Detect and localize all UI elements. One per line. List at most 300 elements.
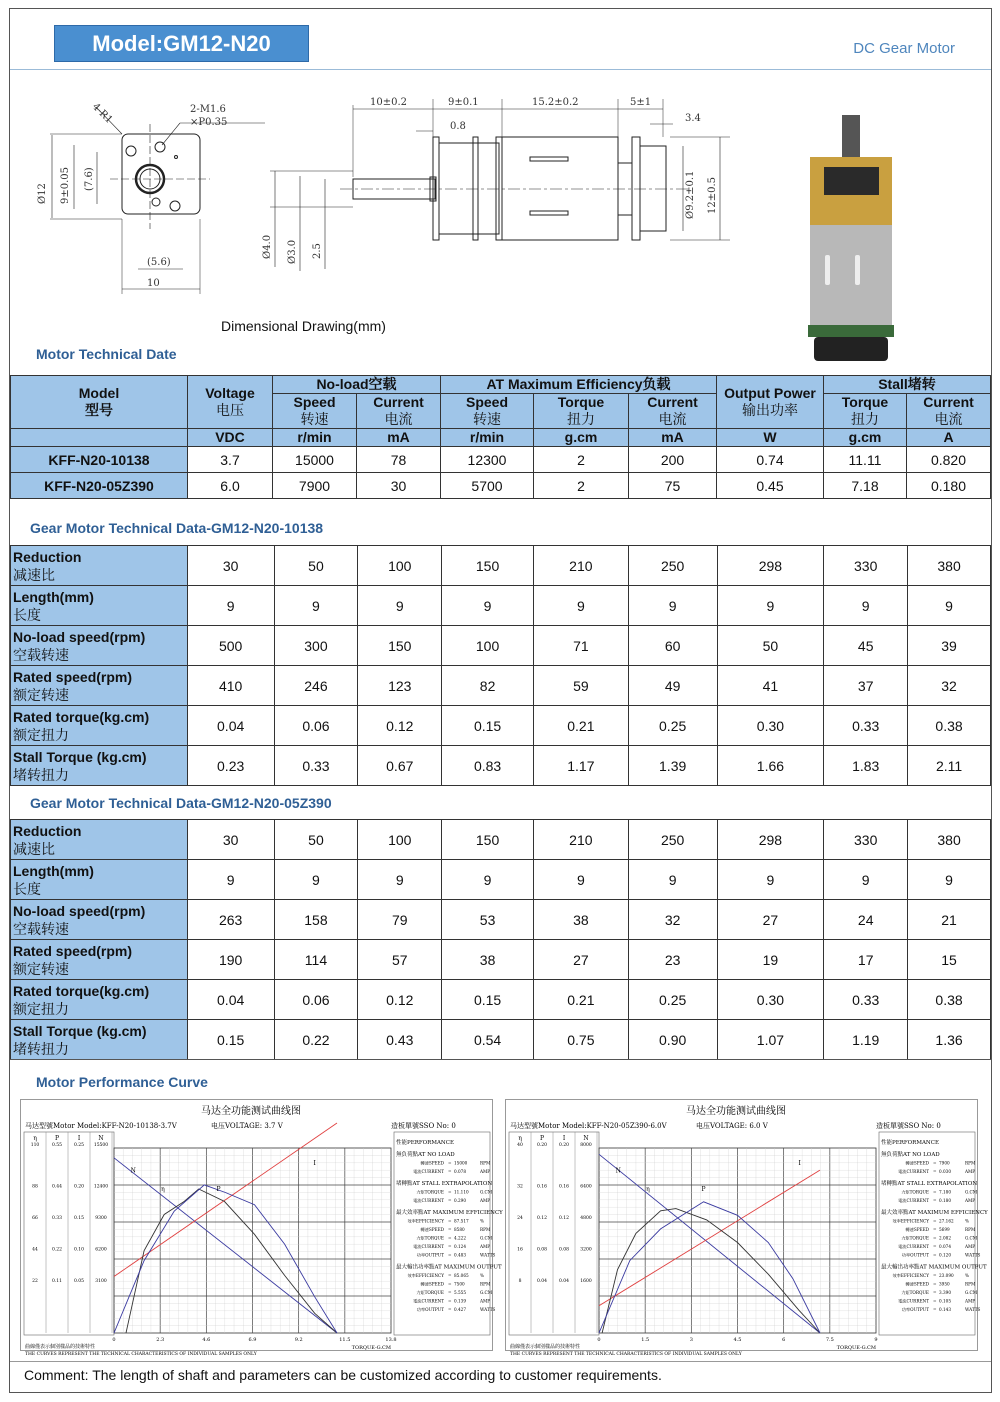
label-cn: 额定转速: [13, 960, 69, 977]
gear-row-label: [11, 666, 188, 706]
panel-row-value: 0.074: [939, 1244, 951, 1249]
panel-row-value: 87.517: [454, 1218, 469, 1224]
gear-row: [11, 860, 991, 900]
panel-row-label: 轉速SPEED: [905, 1160, 929, 1166]
header-stall: Stall堵转: [824, 376, 991, 394]
header-output-power: Output Power 输出功率: [717, 376, 824, 429]
x-tick-label: 4.6: [202, 1337, 211, 1343]
panel-row-label: 力矩TORQUE: [901, 1235, 929, 1241]
panel-eq: =: [448, 1244, 452, 1249]
panel-title: 性能PERFORMANCE: [396, 1140, 454, 1146]
curve-label: η: [646, 1186, 650, 1193]
gear-value: 330: [824, 820, 908, 860]
chart-sso-label: 造板單號SSO No: 0: [391, 1122, 456, 1130]
panel-eq: =: [448, 1189, 452, 1195]
panel-eq: =: [933, 1235, 937, 1241]
axis-tick-label: 0.55: [51, 1143, 63, 1148]
panel-row-label: 效率EFFICIENCY: [407, 1218, 444, 1224]
panel-eq: =: [448, 1281, 452, 1287]
panel-eq: =: [448, 1169, 452, 1174]
performance-chart-10138: [20, 1099, 503, 1357]
gear-value: 71: [533, 626, 628, 666]
label-cn: 堵转扭力: [13, 1040, 69, 1057]
gear-value: 158: [274, 900, 358, 940]
gear-value: 50: [274, 546, 358, 586]
gear-value: 57: [358, 940, 442, 980]
header-torque: Torque 扭力: [534, 394, 629, 429]
gear-value: 0.67: [358, 746, 442, 786]
spec-row: [11, 447, 991, 473]
panel-row-label: 力矩TORQUE: [416, 1189, 444, 1195]
axis-head: I: [562, 1135, 566, 1142]
gear-value: 9: [187, 586, 274, 626]
label-en: No-load speed(rpm): [13, 902, 146, 919]
comment-divider: [10, 1361, 991, 1362]
dim-pitch: ×P0.35: [190, 117, 228, 128]
x-tick-label: 6.9: [248, 1337, 257, 1343]
gear-value: 24: [824, 900, 908, 940]
gear-value: 298: [717, 820, 824, 860]
axis-tick-label: 0.20: [73, 1184, 85, 1190]
label-en: Reduction: [13, 548, 82, 565]
axis-tick-label: 32: [517, 1184, 523, 1190]
panel-section-title: 最大輸出功率點AT MAXIMUM OUTPUT: [396, 1264, 502, 1271]
panel-row-label: 功率OUTPUT: [901, 1252, 929, 1258]
panel-row-unit: RPM: [965, 1227, 976, 1232]
gear-value: 9: [358, 860, 442, 900]
chart-model-label: 马达型號Motor Model:KFF-N20-10138-3.7V: [25, 1122, 177, 1130]
unit-cell: r/min: [441, 429, 534, 447]
axis-tick-label: 3200: [580, 1247, 592, 1253]
label-cn: 额定扭力: [13, 726, 69, 743]
spec-value: 15000: [273, 447, 357, 473]
panel-row-label: 轉速SPEED: [420, 1160, 444, 1166]
spec-value: 30: [357, 473, 441, 499]
panel-row-unit: AMP: [480, 1169, 491, 1174]
gear-value: 0.21: [533, 706, 628, 746]
panel-row-value: 3.390: [939, 1290, 951, 1295]
curve-label: I: [798, 1160, 801, 1168]
axis-tick-label: 6200: [95, 1247, 107, 1253]
unit-cell: g.cm: [534, 429, 629, 447]
gear-value: 0.43: [358, 1020, 442, 1060]
panel-row-value: 0.180: [939, 1198, 951, 1203]
panel-row-label: 效率EFFICIENCY: [407, 1273, 444, 1278]
motor-photo: [800, 115, 910, 365]
gear-value: 9: [908, 860, 991, 900]
gear-value: 9: [358, 586, 442, 626]
x-tick-label: 1.5: [641, 1337, 650, 1343]
label-en: Rated speed(rpm): [13, 668, 133, 685]
gear-value: 30: [187, 820, 274, 860]
gear-value: 9: [442, 586, 534, 626]
gear-value: 79: [358, 900, 442, 940]
gear-value: 9: [628, 586, 717, 626]
panel-row-unit: G.CM: [480, 1290, 493, 1295]
spec-value: 0.820: [907, 447, 991, 473]
gear-value: 0.30: [717, 980, 824, 1020]
axis-tick-label: 0.11: [51, 1278, 63, 1284]
dim-motor-length: 15.2±0.2: [532, 97, 579, 108]
panel-row-label: 功率OUTPUT: [416, 1307, 444, 1312]
gear-value: 9: [717, 860, 824, 900]
gear-table-2-title: Gear Motor Technical Data-GM12-N20-05Z390: [30, 795, 332, 811]
panel-row-label: 轉速SPEED: [905, 1281, 929, 1287]
axis-tick-label: 0.22: [51, 1247, 63, 1253]
gear-value: 300: [274, 626, 358, 666]
panel-row-value: 7900: [939, 1160, 950, 1166]
gear-row: [11, 900, 991, 940]
gear-value: 21: [908, 900, 991, 940]
gear-value: 9: [187, 860, 274, 900]
gear-value: 250: [628, 546, 717, 586]
gear-value: 0.25: [628, 980, 717, 1020]
gear-row: [11, 1020, 991, 1060]
panel-eq: =: [933, 1227, 937, 1232]
gear-value: 410: [187, 666, 274, 706]
gear-value: 380: [908, 546, 991, 586]
gear-value: 0.06: [274, 706, 358, 746]
spec-value: 7.18: [824, 473, 907, 499]
dim-end-diameter: Ø9.2±0.1: [685, 170, 696, 219]
axis-tick-label: 0.15: [73, 1215, 85, 1221]
axis-head: P: [539, 1135, 545, 1142]
gear-value: 150: [358, 626, 442, 666]
gear-value: 123: [358, 666, 442, 706]
axis-tick-label: 0.25: [73, 1143, 85, 1148]
datasheet-page: [9, 8, 992, 1393]
axis-tick-label: 0.10: [73, 1247, 85, 1253]
label-en: Length(mm): [13, 588, 94, 605]
unit-cell: mA: [629, 429, 717, 447]
gear-value: 0.30: [717, 706, 824, 746]
chart-title: 马达全功能测试曲线图: [686, 1106, 786, 1117]
gear-value: 17: [824, 940, 908, 980]
curve-label: η: [161, 1186, 165, 1193]
gear-value: 0.90: [628, 1020, 717, 1060]
footer-en: THE CURVES REPRESENT THE TECHNICAL CHARACTERISTICS OF INDIVIDUAL SAMPLES ONLY: [25, 1352, 257, 1357]
gear-value: 82: [442, 666, 534, 706]
dim-thread: 2-M1.6: [190, 104, 226, 115]
panel-row-label: 電流CURRENT: [898, 1169, 929, 1174]
gear-value: 0.15: [442, 980, 534, 1020]
gear-value: 0.04: [187, 980, 274, 1020]
footer-cn: 曲線僅表示個別樣品的技術特性: [25, 1344, 96, 1350]
label-en: Rated torque(kg.cm): [13, 708, 150, 725]
panel-eq: =: [448, 1218, 452, 1224]
panel-eq: =: [448, 1227, 452, 1232]
gear-row: [11, 980, 991, 1020]
gear-value: 330: [824, 546, 908, 586]
axis-tick-label: 0.12: [536, 1215, 548, 1221]
footer-cn: 曲線僅表示個別樣品的技術特性: [510, 1344, 581, 1350]
gear-value: 9: [274, 586, 358, 626]
axis-tick-label: 0.33: [51, 1215, 63, 1221]
dim-width: 10: [147, 278, 160, 289]
label-cn: 空载转速: [13, 920, 69, 937]
axis-tick-label: 0.16: [536, 1184, 548, 1190]
panel-row-label: 轉速SPEED: [905, 1227, 929, 1232]
gear-value: 1.07: [717, 1020, 824, 1060]
gear-value: 1.19: [824, 1020, 908, 1060]
panel-section-title: 堵轉點AT STALL EXTRAPOLATION: [396, 1181, 493, 1187]
gear-value: 0.15: [442, 706, 534, 746]
gear-row: [11, 666, 991, 706]
panel-row-unit: AMP: [965, 1244, 976, 1249]
label-cn: 额定扭力: [13, 1000, 69, 1017]
drawing-caption: Dimensional Drawing(mm): [221, 318, 386, 334]
panel-row-unit: AMP: [965, 1298, 976, 1304]
unit-cell: g.cm: [824, 429, 907, 447]
gear-value: 0.38: [908, 706, 991, 746]
label-cn: 长度: [13, 606, 41, 623]
axis-tick-label: 0.05: [73, 1278, 85, 1284]
model-name: KFF-N20-05Z390: [11, 473, 188, 499]
panel-row-label: 力矩TORQUE: [901, 1290, 929, 1295]
gear-value: 60: [628, 626, 717, 666]
dim-diameter: Ø12: [37, 183, 48, 204]
curve-label: P: [701, 1186, 706, 1193]
gear-value: 150: [442, 546, 534, 586]
gear-value: 9: [533, 586, 628, 626]
gear-value: 9: [533, 860, 628, 900]
units-spacer: [11, 429, 188, 447]
dim-shaft-d2: Ø3.0: [287, 239, 298, 264]
axis-tick-label: 0.16: [558, 1184, 570, 1190]
header-noload: No-load空载: [273, 376, 441, 394]
gear-value: 0.12: [358, 706, 442, 746]
gear-value: 1.36: [908, 1020, 991, 1060]
header-current: Current 电流: [357, 394, 441, 429]
panel-row-value: 0.105: [939, 1298, 951, 1304]
spec-value: 7900: [273, 473, 357, 499]
spec-value: 0.180: [907, 473, 991, 499]
gear-value: 0.04: [187, 706, 274, 746]
panel-row-unit: RPM: [480, 1227, 491, 1232]
panel-row-unit: RPM: [480, 1281, 491, 1287]
panel-row-unit: AMP: [480, 1198, 491, 1203]
label-en: Rated speed(rpm): [13, 942, 133, 959]
panel-row-unit: WATTS: [480, 1307, 496, 1312]
header-maxeff: AT Maximum Efficiency负载: [441, 376, 717, 394]
axis-tick-label: 9300: [95, 1215, 107, 1221]
panel-row-value: 2.082: [939, 1235, 951, 1241]
x-tick-label: 11.5: [339, 1337, 351, 1343]
gear-value: 53: [442, 900, 534, 940]
gear-value: 263: [187, 900, 274, 940]
footer-en: THE CURVES REPRESENT THE TECHNICAL CHARACTERISTICS OF INDIVIDUAL SAMPLES ONLY: [510, 1352, 742, 1357]
spec-row: [11, 473, 991, 499]
axis-tick-label: 110: [30, 1143, 40, 1148]
gear-value: 0.33: [824, 980, 908, 1020]
curve-label: N: [615, 1167, 621, 1175]
gear-value: 9: [717, 586, 824, 626]
axis-tick-label: 40: [517, 1143, 523, 1148]
panel-row-unit: %: [480, 1218, 484, 1224]
axis-tick-label: 0.08: [536, 1247, 548, 1253]
dim-body-height: 12±0.5: [707, 176, 718, 214]
gear-value: 100: [442, 626, 534, 666]
x-axis-label: TORQUE-G.CM: [836, 1345, 876, 1351]
spec-value: 75: [629, 473, 717, 499]
gear-value: 0.25: [628, 706, 717, 746]
panel-section-title: 最大效率點AT MAXIMUM EFFICIENCY: [396, 1210, 503, 1216]
gear-value: 9: [628, 860, 717, 900]
gear-value: 39: [908, 626, 991, 666]
axis-tick-label: 4800: [580, 1215, 592, 1221]
gear-value: 1.17: [533, 746, 628, 786]
gear-value: 0.21: [533, 980, 628, 1020]
panel-row-label: 電流CURRENT: [898, 1298, 929, 1304]
panel-row-value: 7.180: [939, 1189, 951, 1195]
gear-table-10138: [10, 545, 991, 786]
dim-shaft-flat: 2.5: [312, 243, 323, 259]
gear-row-label: [11, 900, 188, 940]
panel-eq: =: [933, 1169, 937, 1174]
spec-value: 2: [534, 447, 629, 473]
axis-tick-label: 8000: [580, 1143, 592, 1148]
panel-eq: =: [448, 1235, 452, 1241]
panel-row-unit: RPM: [965, 1281, 976, 1287]
dim-shaft-length: 10±0.2: [370, 97, 408, 108]
gear-value: 0.15: [187, 1020, 274, 1060]
axis-head: η: [33, 1135, 37, 1142]
gear-value: 27: [717, 900, 824, 940]
panel-eq: =: [448, 1198, 452, 1203]
gear-value: 190: [187, 940, 274, 980]
header-torque: Torque 扭力: [824, 394, 907, 429]
spec-value: 5700: [441, 473, 534, 499]
panel-row-label: 電流CURRENT: [413, 1198, 444, 1203]
gear-value: 1.39: [628, 746, 717, 786]
comment-text: Comment: The length of shaft and parameters can be customized according to customer requirements.: [24, 1367, 662, 1383]
spec-value: 2: [534, 473, 629, 499]
dim-shaft-d1: Ø4.0: [262, 234, 273, 259]
unit-cell: mA: [357, 429, 441, 447]
panel-row-value: 0.078: [454, 1169, 466, 1174]
header-voltage: Voltage 电压: [188, 376, 273, 429]
panel-row-unit: AMP: [480, 1244, 491, 1249]
panel-row-value: 4.222: [454, 1235, 466, 1241]
gear-value: 15: [908, 940, 991, 980]
label-cn: 额定转速: [13, 686, 69, 703]
x-tick-label: 9.2: [294, 1337, 303, 1343]
panel-eq: =: [933, 1218, 937, 1224]
gear-row-label: [11, 546, 188, 586]
category-label: DC Gear Motor: [853, 40, 955, 57]
x-tick-label: 0: [597, 1337, 601, 1343]
gear-value: 246: [274, 666, 358, 706]
x-tick-label: 9: [874, 1337, 878, 1343]
axis-tick-label: 44: [32, 1247, 38, 1253]
dim-end-cap: 3.4: [685, 113, 701, 124]
panel-eq: =: [933, 1160, 937, 1166]
panel-section-title: 無負荷點AT NO LOAD: [881, 1152, 940, 1158]
axis-tick-label: 66: [32, 1215, 38, 1221]
header-speed: Speed 转速: [441, 394, 534, 429]
chart-svg: [21, 1100, 503, 1357]
panel-row-label: 電流CURRENT: [413, 1298, 444, 1304]
axis-tick-label: 16: [517, 1247, 523, 1253]
label-en: Reduction: [13, 822, 82, 839]
axis-tick-label: 12400: [93, 1184, 109, 1190]
panel-section-title: 最大效率點AT MAXIMUM EFFICIENCY: [881, 1210, 988, 1216]
panel-row-unit: G.CM: [965, 1290, 978, 1295]
label-en: Stall Torque (kg.cm): [13, 748, 147, 765]
panel-row-value: 5699: [939, 1227, 950, 1232]
axis-block: [24, 1132, 114, 1335]
panel-row-value: 27.162: [939, 1218, 954, 1224]
curve-label: N: [130, 1167, 136, 1175]
panel-row-value: 5.555: [454, 1290, 466, 1295]
gear-row: [11, 546, 991, 586]
axis-head: P: [54, 1135, 60, 1142]
panel-row-unit: WATTS: [965, 1252, 981, 1258]
gear-value: 59: [533, 666, 628, 706]
gear-row-label: [11, 706, 188, 746]
panel-row-value: 0.427: [454, 1307, 466, 1312]
gear-value: 150: [442, 820, 534, 860]
panel-row-label: 電流CURRENT: [898, 1198, 929, 1203]
panel-row-label: 力矩TORQUE: [416, 1290, 444, 1295]
spec-value: 3.7: [188, 447, 273, 473]
panel-eq: =: [933, 1298, 937, 1304]
motor-tech-title: Motor Technical Date: [36, 346, 177, 362]
gear-value: 210: [533, 820, 628, 860]
panel-section-title: 無負荷點AT NO LOAD: [396, 1152, 455, 1158]
x-tick-label: 0: [112, 1337, 116, 1343]
spec-value: 200: [629, 447, 717, 473]
panel-row-label: 功率OUTPUT: [901, 1307, 929, 1312]
gear-value: 38: [533, 900, 628, 940]
gear-row: [11, 586, 991, 626]
panel-row-unit: %: [965, 1218, 969, 1224]
panel-row-unit: %: [480, 1273, 484, 1278]
label-cn: 堵转扭力: [13, 766, 69, 783]
gear-value: 50: [274, 820, 358, 860]
axis-tick-label: 22: [32, 1278, 38, 1284]
panel-row-value: 11.110: [454, 1189, 469, 1195]
gear-value: 45: [824, 626, 908, 666]
panel-row-unit: G.CM: [965, 1189, 978, 1195]
gear-row-label: [11, 860, 188, 900]
axis-tick-label: 0.12: [558, 1215, 570, 1221]
axis-tick-label: 6400: [580, 1184, 592, 1190]
panel-row-unit: RPM: [480, 1160, 491, 1166]
gear-value: 0.23: [187, 746, 274, 786]
panel-row-label: 電流CURRENT: [413, 1169, 444, 1174]
panel-eq: =: [448, 1252, 452, 1258]
axis-tick-label: 3100: [95, 1278, 107, 1284]
gear-value: 100: [358, 820, 442, 860]
gear-row-label: [11, 746, 188, 786]
gear-value: 0.33: [824, 706, 908, 746]
gear-value: 41: [717, 666, 824, 706]
dimensional-drawing: [10, 79, 790, 329]
gear-value: 2.11: [908, 746, 991, 786]
gear-value: 0.83: [442, 746, 534, 786]
panel-row-value: 8580: [454, 1227, 465, 1232]
axis-tick-label: 15500: [93, 1143, 109, 1148]
gear-row: [11, 940, 991, 980]
dim-flange: 0.8: [450, 121, 466, 132]
gear-value: 380: [908, 820, 991, 860]
gear-value: 250: [628, 820, 717, 860]
gear-value: 32: [908, 666, 991, 706]
section-divider: [10, 1059, 991, 1060]
gear-value: 32: [628, 900, 717, 940]
panel-row-unit: AMP: [480, 1298, 491, 1304]
